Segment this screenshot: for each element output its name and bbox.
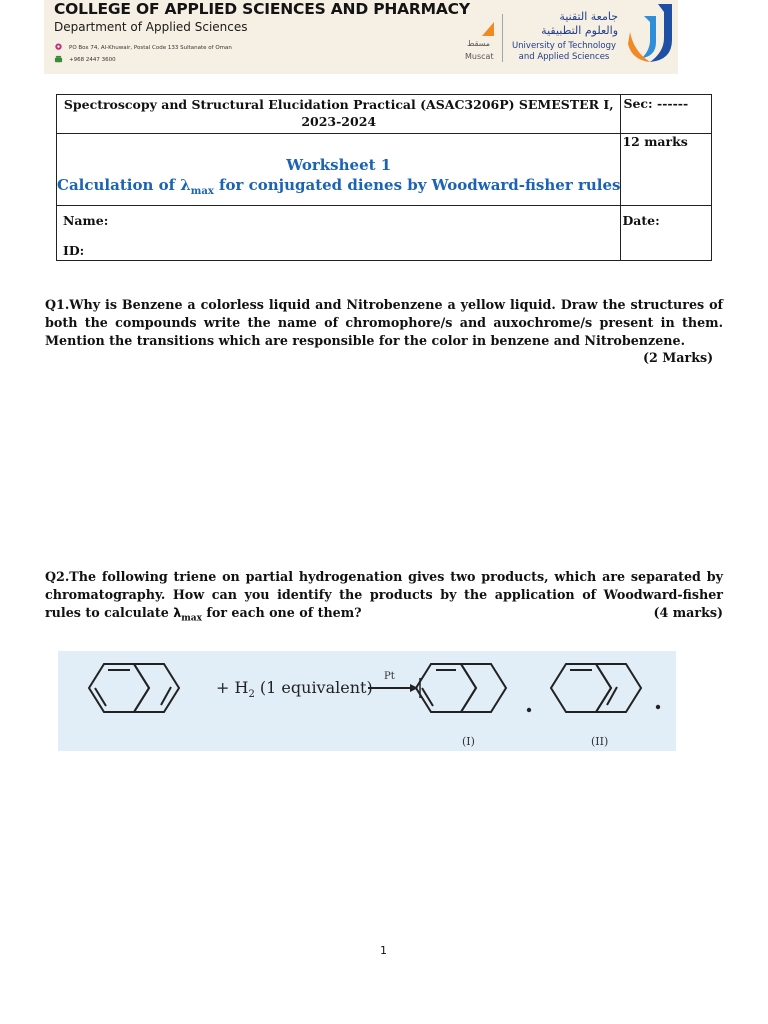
phone-text: +968 2447 3600 <box>69 56 116 63</box>
reagent-suffix: (1 equivalent) <box>254 678 373 697</box>
worksheet-heading-cell <box>57 134 621 206</box>
question-2-marks: (4 marks) <box>653 605 723 620</box>
lambda-subscript: max <box>181 613 202 624</box>
muscat-label: Muscat <box>465 52 494 61</box>
phone-line <box>54 55 116 64</box>
university-arabic-line2: والعلوم التطبيقية <box>541 24 618 37</box>
university-logo-icon <box>624 2 678 64</box>
phone-icon <box>54 55 63 64</box>
name-label: Name: <box>63 213 109 228</box>
reaction-scheme <box>58 651 676 751</box>
worksheet-subtitle <box>57 176 620 197</box>
id-label: ID: <box>63 243 85 258</box>
university-arabic-line1: جامعة التقنية <box>559 10 618 23</box>
course-title: Spectroscopy and Structural Elucidation Practical (ASAC3206P) SEMESTER I, 2023-2024 <box>57 95 621 134</box>
worksheet-subtitle-prefix: Calculation of λ <box>57 176 191 194</box>
product-2-structure <box>551 664 641 712</box>
section-label: Sec: ------ <box>621 95 712 134</box>
reagent-subscript: 2 <box>248 689 255 701</box>
worksheet-title: Worksheet 1 <box>286 156 392 174</box>
worksheet-subtitle-suffix: for conjugated dienes by Woodward-fisher rules <box>213 176 621 194</box>
reagent-text <box>216 678 373 700</box>
department-name: Department of Applied Sciences <box>54 20 248 34</box>
university-english-line2: and Applied Sciences <box>518 52 610 62</box>
address-line <box>54 43 232 52</box>
location-pin-icon <box>54 43 63 52</box>
triene-structure <box>89 664 179 712</box>
product-2-label: (II) <box>591 735 609 748</box>
product-1-structure <box>416 664 506 712</box>
total-marks: 12 marks <box>621 134 712 206</box>
college-name: COLLEGE OF APPLIED SCIENCES AND PHARMACY <box>54 0 470 18</box>
question-1-marks: (2 Marks) <box>643 350 714 365</box>
date-label: Date: <box>621 206 712 261</box>
muscat-logo-icon <box>482 22 494 36</box>
address-text: PO Box 74, Al-Khuwair, Postal Code 133 Sultanate of Oman <box>69 44 232 51</box>
header-banner <box>44 0 678 74</box>
header-divider <box>502 14 503 62</box>
question-2-part2: for each one of them? <box>201 605 362 620</box>
lambda-symbol: λ <box>173 605 182 620</box>
page-number: 1 <box>380 944 387 957</box>
worksheet-info-table <box>56 94 712 261</box>
product-1-label: (I) <box>462 735 475 748</box>
muscat-arabic: مسقط <box>467 39 491 48</box>
question-2-part1: Q2.The following triene on partial hydrogenation gives two products, which are separated by chromatography. How can you identify the products by the application of Woodward-fisher rules to calculate <box>45 569 723 620</box>
question-1-text: Q1.Why is Benzene a colorless liquid and Nitrobenzene a yellow liquid. Draw the structures of both the compounds write the name of chromophore/s and auxochrome/s present in them. Mention the transitions which are responsible for the color in benzene and Nitrobenzene. <box>45 297 723 348</box>
worksheet-subtitle-subscript: max <box>190 186 214 197</box>
catalyst-label: Pt <box>384 671 395 682</box>
university-english-line1: University of Technology <box>511 41 617 51</box>
student-fields-cell <box>57 206 621 261</box>
question-2-text <box>45 568 723 628</box>
reagent-prefix: + H <box>216 678 249 697</box>
reaction-structures <box>58 651 676 751</box>
